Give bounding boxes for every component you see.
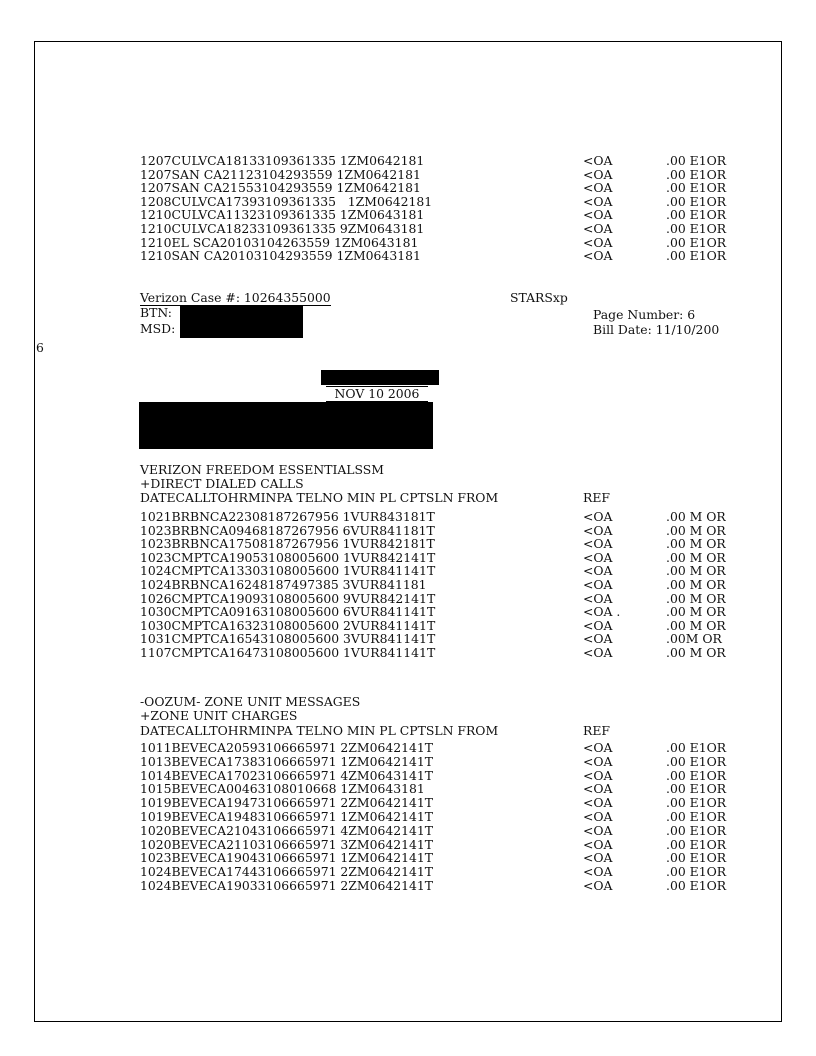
record-code: 1024CMPTCA13303108005600 1VUR841141T	[140, 563, 436, 579]
section2-column-header: DATECALLTOHRMINPA TELNO MIN PL CPTSLN FROM	[140, 723, 499, 738]
record-code: 1011BEVECA20593106665971 2ZM0642141T	[140, 740, 434, 755]
record-ref: <OA	[583, 563, 613, 579]
record-amt: .00 E1OR	[666, 822, 727, 838]
record-code: 1020BEVECA21043106665971 4ZM0642141T	[140, 822, 434, 838]
record-ref: <OA	[583, 536, 613, 552]
record-amt: .00 E1OR	[666, 781, 727, 797]
redaction-block-stamp	[321, 370, 439, 385]
msd-label: MSD:	[140, 321, 176, 336]
record-amt: .00 M OR	[666, 509, 726, 524]
record-ref: <OA	[583, 221, 613, 236]
record-code: 1019BEVECA19483106665971 1ZM0642141T	[140, 809, 434, 824]
record-ref: <OA	[583, 549, 613, 565]
record-code: 1024BRBNCA16248187497385 3VUR841181	[140, 577, 427, 592]
record-code: 1020BEVECA21103106665971 3ZM0642141T	[140, 836, 434, 852]
record-amt: .00 E1OR	[666, 234, 727, 250]
record-ref: <OA	[583, 509, 613, 524]
record-code: 1014BEVECA17023106665971 4ZM0643141T	[140, 767, 434, 783]
record-amt: .00 E1OR	[666, 221, 727, 236]
record-code: 1208CULVCA17393109361335 1ZM0642181	[140, 193, 433, 209]
case-label	[140, 291, 331, 305]
record-code: 1015BEVECA00463108010668 1ZM0643181	[140, 781, 425, 797]
redaction-block-btn-msd	[180, 305, 303, 338]
record-amt: .00 E1OR	[666, 248, 727, 264]
side-page-number: 6	[36, 340, 44, 355]
record-ref: <OA	[583, 522, 613, 538]
record-ref: <OA .	[583, 604, 621, 620]
record-ref: <OA	[583, 577, 613, 592]
record-ref: <OA	[583, 590, 613, 606]
section1-title: VERIZON FREEDOM ESSENTIALSSM	[140, 462, 384, 477]
record-code: 1210EL SCA20103104263559 1ZM0643181	[140, 234, 419, 250]
record-amt: .00 M OR	[666, 577, 726, 592]
bill-date: Bill Date: 11/10/200	[593, 322, 720, 337]
record-code: 1026CMPTCA19093108005600 9VUR842141T	[140, 590, 436, 606]
record-amt: .00 M OR	[666, 549, 726, 565]
record-ref: <OA	[583, 850, 613, 866]
section2-subtitle: +ZONE UNIT CHARGES	[140, 708, 298, 723]
record-code: 1031CMPTCA16543108005600 3VUR841141T	[140, 631, 436, 647]
record-ref: <OA	[583, 207, 613, 223]
record-amt: .00 M OR	[666, 617, 726, 633]
record-code: 1019BEVECA19473106665971 2ZM0642141T	[140, 795, 434, 811]
record-code: 1024BEVECA19033106665971 2ZM0642141T	[140, 878, 434, 893]
case-number: Verizon Case #: 10264355000	[140, 290, 331, 305]
record-ref: <OA	[583, 836, 613, 852]
record-code: 1107CMPTCA16473108005600 1VUR841141T	[140, 645, 436, 660]
record-amt: .00 E1OR	[666, 193, 727, 209]
record-amt: .00 E1OR	[666, 166, 727, 182]
record-amt: .00 E1OR	[666, 767, 727, 783]
record-code: 1023CMPTCA19053108005600 1VUR842141T	[140, 549, 436, 565]
record-amt: .00 M OR	[666, 645, 726, 660]
record-ref: <OA	[583, 631, 613, 647]
redaction-block-address	[139, 402, 433, 449]
record-ref: <OA	[583, 864, 613, 880]
record-ref: <OA	[583, 753, 613, 769]
record-ref: <OA	[583, 767, 613, 783]
record-ref: <OA	[583, 248, 613, 264]
record-amt: .00 E1OR	[666, 795, 727, 811]
record-code: 1024BEVECA17443106665971 2ZM0642141T	[140, 864, 434, 880]
record-code: 1023BRBNCA17508187267956 1VUR842181T	[140, 536, 435, 552]
record-amt: .00 E1OR	[666, 207, 727, 223]
section1-column-header: DATECALLTOHRMINPA TELNO MIN PL CPTSLN FROM	[140, 490, 499, 505]
section1-subtitle: +DIRECT DIALED CALLS	[140, 476, 304, 491]
section2-ref-header: REF	[583, 723, 610, 738]
record-ref: <OA	[583, 740, 613, 755]
record-code: 1021BRBNCA22308187267956 1VUR843181T	[140, 509, 435, 524]
record-ref: <OA	[583, 822, 613, 838]
record-amt: .00 M OR	[666, 590, 726, 606]
record-amt: .00 E1OR	[666, 153, 727, 168]
record-code: 1210CULVCA18233109361335 9ZM0643181	[140, 221, 425, 236]
record-code: 1207CULVCA18133109361335 1ZM0642181	[140, 153, 425, 168]
record-amt: .00 M OR	[666, 563, 726, 579]
record-amt: .00 E1OR	[666, 850, 727, 866]
record-ref: <OA	[583, 234, 613, 250]
record-code: 1013BEVECA17383106665971 1ZM0642141T	[140, 753, 434, 769]
record-ref: <OA	[583, 180, 613, 196]
record-code: 1210SAN CA20103104293559 1ZM0643181	[140, 248, 421, 264]
system-name: STARSxp	[510, 290, 568, 305]
record-amt: .00 M OR	[666, 536, 726, 552]
record-amt: .00 E1OR	[666, 753, 727, 769]
record-ref: <OA	[583, 617, 613, 633]
btn-label: BTN:	[140, 305, 172, 320]
record-ref: <OA	[583, 795, 613, 811]
record-code: 1210CULVCA11323109361335 1ZM0643181	[140, 207, 425, 223]
record-ref: <OA	[583, 781, 613, 797]
record-amt: .00 E1OR	[666, 836, 727, 852]
record-code: 1023BEVECA19043106665971 1ZM0642141T	[140, 850, 434, 866]
record-ref: <OA	[583, 809, 613, 824]
record-code: 1023BRBNCA09468187267956 6VUR841181T	[140, 522, 435, 538]
date-stamp: NOV 10 2006	[326, 386, 428, 402]
record-code: 1207SAN CA21123104293559 1ZM0642181	[140, 166, 421, 182]
page-number: Page Number: 6	[593, 307, 696, 322]
section2-title: -OOZUM- ZONE UNIT MESSAGES	[140, 694, 361, 709]
record-amt: .00 M OR	[666, 604, 726, 620]
record-ref: <OA	[583, 878, 613, 893]
section1-ref-header: REF	[583, 490, 610, 505]
record-ref: <OA	[583, 166, 613, 182]
record-ref: <OA	[583, 153, 613, 168]
record-amt: .00 E1OR	[666, 740, 727, 755]
record-amt: .00 E1OR	[666, 864, 727, 880]
record-amt: .00M OR	[666, 631, 722, 647]
record-code: 1207SAN CA21553104293559 1ZM0642181	[140, 180, 421, 196]
record-amt: .00 E1OR	[666, 180, 727, 196]
record-code: 1030CMPTCA09163108005600 6VUR841141T	[140, 604, 436, 620]
record-amt: .00 M OR	[666, 522, 726, 538]
record-amt: .00 E1OR	[666, 878, 727, 893]
record-code: 1030CMPTCA16323108005600 2VUR841141T	[140, 617, 436, 633]
record-ref: <OA	[583, 193, 613, 209]
record-amt: .00 E1OR	[666, 809, 727, 824]
record-ref: <OA	[583, 645, 613, 660]
